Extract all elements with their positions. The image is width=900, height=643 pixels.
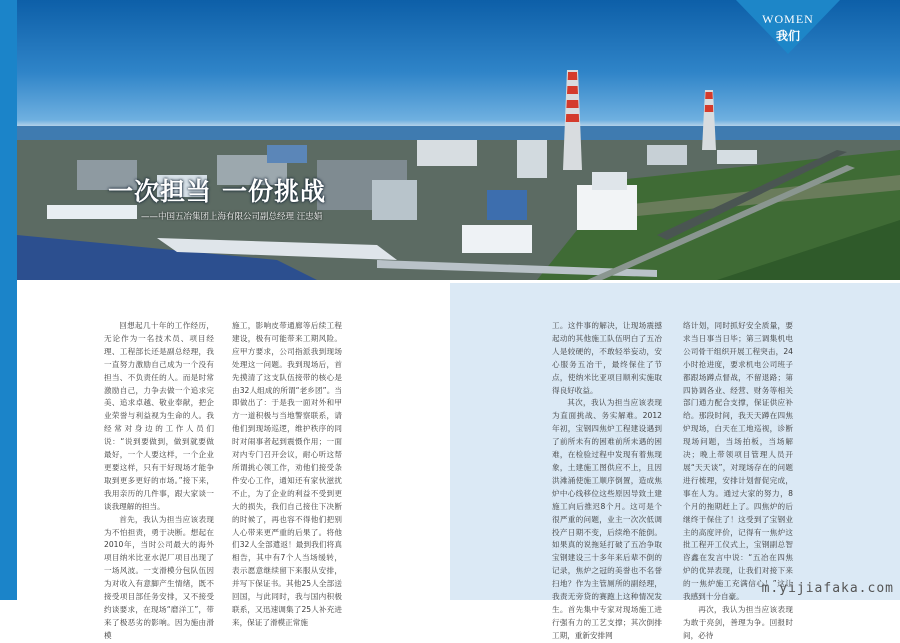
right-page-body xyxy=(450,283,900,600)
paragraph: 施工，影响皮带通廊等后续工程建设，极有可能带来工期风险。应甲方要求，公司指派我到现场处理这一问题。我到现场后，首先摸清了这支队伍接带的核心是由32人组成的所谓“老乡团”。当即做出了：于是我一面对外和甲方一道积极与当地警察联系，请他们到现场巡逻，维护秩序的同时对闹事者起到震慑作用；一面对内专门召开会议，耐心听这帮所谓挑心领工作，劝他们接受条件安心工作，通知还有家伙滋扰不止，为了企业的利益不受到更大的损失，我们自己接住下决断的时候了，再也容不得他们把别人心带来更严重的后果了。将他们32人全部遣返！最到我们将真相告，其中有7个人当场缓转，表示愿意继续留下来服从安排，并写下保证书。其他25人全部送回国，与此同时，我与国内积极联系，又迅速调集了25人补充进来，保证了滑模正常施 xyxy=(232,321,342,627)
section-badge-en: WOMEN xyxy=(762,12,814,26)
text-column-4 xyxy=(683,320,793,640)
paragraph: 工。这件事的解决，让现场震撼起动的其他施工队伍明白了五冶人是较硬的，不敢轻举妄动，安心服务五冶干，最终保住了节点，使纳米比亚项目顺利实施取得良好收益。 xyxy=(552,321,662,395)
article-byline: ——中国五冶集团上海有限公司副总经理 汪忠娟 xyxy=(141,212,323,222)
paragraph: 首先，我认为担当应该表现为不怕担责，勇于决断。想起在2010年，当时公司最大的海外项目纳米比亚水泥厂项目出现了一场风波。一支滑模分包队伍因为对收入有意脚产生情绪，既不接受项目部任务安排，又不接受约谈要求，在现场“磨洋工”，带来了极恶劣的影响。因为施由滑模 xyxy=(104,514,214,640)
watermark: m.yijiafaka.com xyxy=(761,581,894,596)
text-column-3 xyxy=(552,320,662,640)
section-badge-cn: 我们 xyxy=(775,29,800,43)
text-column-1 xyxy=(104,320,214,640)
article-title-part1: 一次担当 xyxy=(108,177,213,206)
paragraph: 回想起几十年的工作经历，无论作为一名技术员、项目经理、工程部长还是副总经理，我一直努力激励自己成为一个没有担当、不负责任的人。而是时常激励自己，力争去做一个追求完美、追求卓越、敬业奉献，把企业荣誉与利益视为生命的人。我经常对身边的工作人员们说：“说到要做到，做到就要做最好，一个人要这样，一个企业更要这样，只有干好现场才能争取到更多更好的市场。”接下来，我用亲历的几件事，跟大家谈一谈我理解的担当。 xyxy=(104,321,214,511)
text-column-2 xyxy=(232,320,342,627)
paragraph: 再次，我认为担当应该表现为敢于亮剑，善理为争。回报时间，必待 xyxy=(683,604,793,640)
article-title xyxy=(108,172,326,208)
paragraph: 其次，我认为担当应该表现为直面挑战、务实解难。2012年初，宝钢四焦炉工程建设遇到了前所未有的困难前所未遇的困难，在检验过程中发现有着焦现象，土建施工图供应不上，且因洪滩涌使施工顺序倒置，造成焦炉中心线移位这些原因导致土建施工向后推迟8个月。这可是个很严重的问题，业主一次次低调投产日期不变，后续绝不能倒。如果真的说拖延打破了五冶争取宝钢建设三十多年来后辈不倒的记录，焦炉之冠的美誉也不名誉扫地？作为主管厕所的副经理，我责无旁贷的赛跑上这种情况发生。首先集中专家对现场施工进行强有力的工艺支撑；其次倒排工期，重新安排网 xyxy=(552,398,662,640)
article-title-part2: 一份挑战 xyxy=(222,177,327,206)
left-accent-bar xyxy=(0,0,17,600)
paragraph: 络计划，同时抓好安全质量，要求当日事当日毕；第三调集机电公司骨干组织开展工程突击，24小时抢进度，要求机电公司班子都跟场蹲点督战，不留退路；第四协调各业、经营、财务等相关部门通力配合支撑，保证供应补给。那段时间，我天天蹲在四焦炉现场，白天在工地巡视，诊断现场问题，当场拍板，当场解决；晚上带领项目管理人员开展“天天谈”，对现场存在的问题进行梳理，安排计划督促完成，事在人为。通过大家的努力，8个月的拖期赶上了。四焦炉的后继终于保住了！这受到了宝钢业主的高度评价，记得有一焦炉这批工程开工仪式上，宝钢副总智咨鑫在发言中说：“五冶在四焦炉的优异表现，让我们对接下来的一焦炉施工充满信心！”这让我感到十分自豪。 xyxy=(683,321,793,602)
